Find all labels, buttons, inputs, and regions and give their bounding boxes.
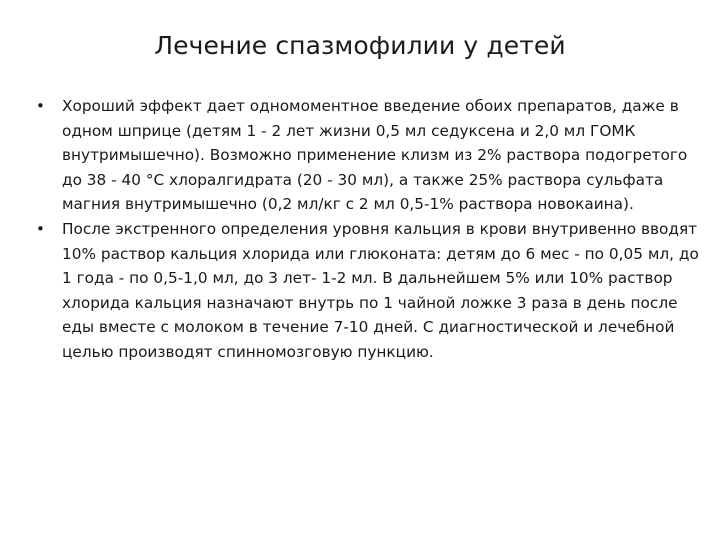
bullet-list	[36, 94, 700, 365]
bullet-text: Хороший эффект дает одномоментное введение обоих препаратов, даже в одном шприце (детям 1 - 2 лет жизни 0,5 мл седуксена и 2,0 мл ГОМК внутримышечно). Возможно применение клизм из 2% раствора подогретого до 38 - 40 °С хлоралгидрата (20 - 30 мл), а также 25% раствора сульфата магния внутримышечно (0,2 мл/кг с 2 мл 0,5-1% раствора новокаина).	[62, 97, 688, 214]
bullet-marker: •	[36, 97, 45, 115]
bullet-text: После экстренного определения уровня кальция в крови внутривенно вводят 10% раствор кальция хлорида или глюконата: детям до 6 мес - по 0,05 мл, до 1 года - по 0,5-1,0 мл, до 3 лет- 1-2 мл. В дальнейшем 5% или 10% раствор хлорида кальция назначают внутрь по 1 чайной ложке 3 раза в день после еды вместе с молоком в течение 7-10 дней. С диагностической и лечебной целью производят спинномозговую пункцию.	[62, 219, 699, 361]
bullet-marker: •	[36, 219, 45, 238]
bullet-item	[36, 94, 700, 217]
bullet-item	[36, 217, 700, 365]
slide-title: Лечение спазмофилии у детей	[154, 31, 566, 60]
